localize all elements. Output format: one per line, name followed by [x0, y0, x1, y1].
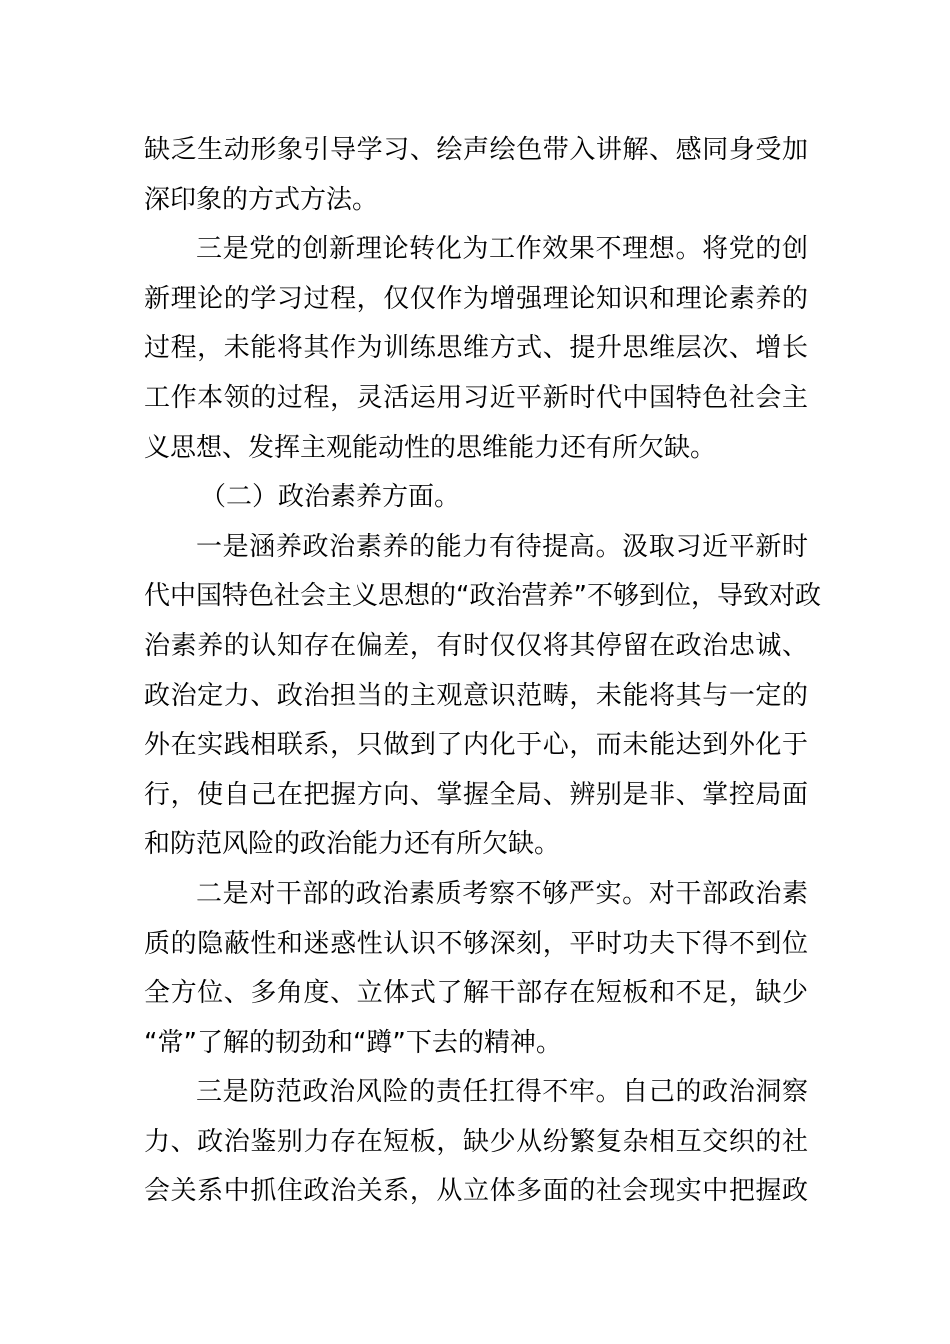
text-line: 治素养的认知存在偏差，有时仅仅将其停留在政治忠诚、: [144, 630, 808, 661]
paragraph-political-risk: [144, 1068, 808, 1217]
text-line: 义思想、发挥主观能动性的思维能力还有所欠缺。: [144, 432, 717, 463]
paragraph-continuation: [144, 126, 808, 225]
text-line: 过程，未能将其作为训练思维方式、提升思维层次、增长: [144, 333, 808, 364]
paragraph-theory-effect: [144, 225, 808, 473]
text-line: 和防范风险的政治能力还有所欠缺。: [144, 829, 561, 860]
text-line: “常”了解的韧劲和“蹲”下去的精神。: [144, 1027, 562, 1058]
text-line: 力、政治鉴别力存在短板，缺少从纷繁复杂相互交织的社: [144, 1126, 808, 1157]
text-line: 一是涵养政治素养的能力有待提高。汲取习近平新时: [196, 531, 808, 562]
paragraph-political-cultivation: [144, 523, 821, 870]
section-heading: [144, 473, 808, 523]
text-line: 外在实践相联系，只做到了内化于心，而未能达到外化于: [144, 730, 808, 761]
text-line: 代中国特色社会主义思想的“政治营养”不够到位，导致对政: [144, 581, 821, 612]
text-line: 二是对干部的政治素质考察不够严实。对干部政治素: [196, 878, 808, 909]
text-line: 政治定力、政治担当的主观意识范畴，未能将其与一定的: [144, 680, 808, 711]
text-line: 全方位、多角度、立体式了解干部存在短板和不足，缺少: [144, 978, 808, 1009]
text-line: 深印象的方式方法。: [144, 184, 379, 215]
text-line: 三是党的创新理论转化为工作效果不理想。将党的创: [196, 234, 808, 265]
text-line: 会关系中抓住政治关系，从立体多面的社会现实中把握政: [144, 1176, 808, 1207]
text-line: 新理论的学习过程，仅仅作为增强理论知识和理论素养的: [144, 283, 808, 314]
text-line: 工作本领的过程，灵活运用习近平新时代中国特色社会主: [144, 382, 808, 413]
text-line: 质的隐蔽性和迷惑性认识不够深刻，平时功夫下得不到位: [144, 928, 808, 959]
text-line: 缺乏生动形象引导学习、绘声绘色带入讲解、感同身受加: [144, 135, 808, 165]
section-heading-text: （二）政治素养方面。: [200, 482, 461, 513]
document-body: [144, 126, 821, 1217]
text-line: 行，使自己在把握方向、掌握全局、辨别是非、掌控局面: [144, 779, 808, 810]
paragraph-cadre-inspection: [144, 870, 808, 1068]
text-line: 三是防范政治风险的责任扛得不牢。自己的政治洞察: [196, 1077, 808, 1108]
